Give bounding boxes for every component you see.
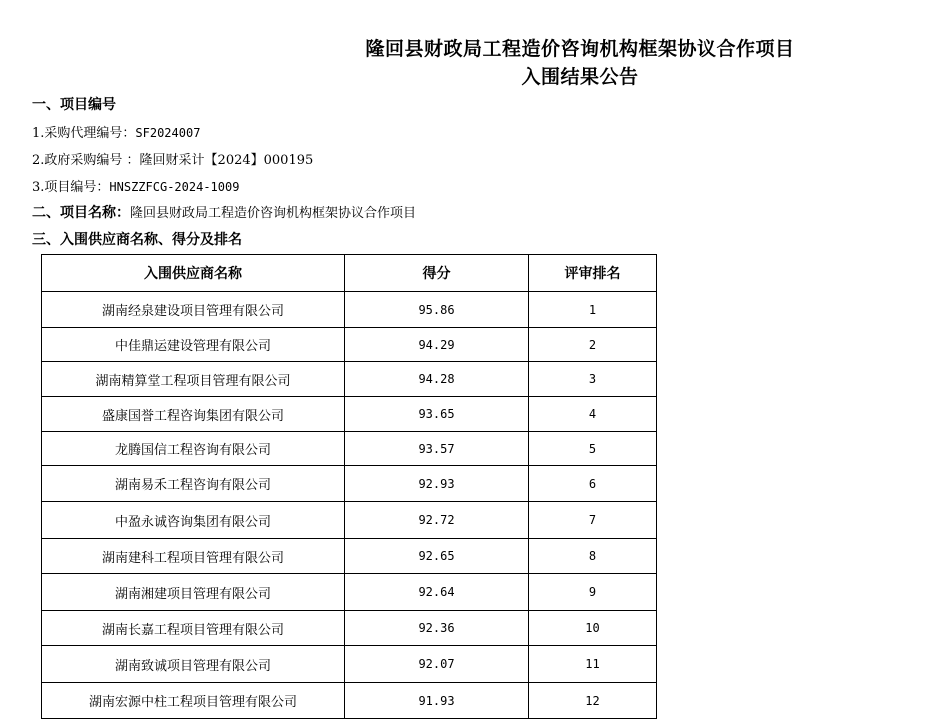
- header-score: 得分: [345, 255, 529, 292]
- project-number-line: [32, 176, 239, 195]
- table-row: [42, 432, 657, 466]
- score: 94.29: [345, 328, 529, 362]
- score: 93.65: [345, 397, 529, 432]
- supplier-name: 盛康国誉工程咨询集团有限公司: [42, 397, 345, 432]
- table-row: [42, 466, 657, 502]
- supplier-name: 湖南易禾工程咨询有限公司: [42, 466, 345, 502]
- score: 95.86: [345, 292, 529, 328]
- gov-procurement-code: 隆回财采计【2024】000195: [139, 153, 314, 168]
- table-row: [42, 611, 657, 646]
- table-row: [42, 328, 657, 362]
- header-supplier-name: 入围供应商名称: [42, 255, 345, 292]
- table-row: [42, 502, 657, 539]
- score: 94.28: [345, 362, 529, 397]
- table-row: [42, 539, 657, 574]
- rank: 8: [529, 539, 657, 574]
- results-table: [41, 254, 657, 719]
- score: 92.64: [345, 574, 529, 611]
- score: 92.93: [345, 466, 529, 502]
- header-rank: 评审排名: [529, 255, 657, 292]
- project-name-line: [32, 202, 416, 222]
- table-row: [42, 397, 657, 432]
- document-title-line2: 入围结果公告: [521, 66, 639, 88]
- rank: 12: [529, 683, 657, 719]
- project-name: 隆回县财政局工程造价咨询机构框架协议合作项目: [130, 206, 417, 221]
- rank: 9: [529, 574, 657, 611]
- supplier-name: 湖南长嘉工程项目管理有限公司: [42, 611, 345, 646]
- score: 92.36: [345, 611, 529, 646]
- table-row: [42, 683, 657, 719]
- supplier-name: 中盈永诚咨询集团有限公司: [42, 502, 345, 539]
- section1-heading: 一、项目编号: [32, 97, 116, 113]
- supplier-name: 中佳鼎运建设管理有限公司: [42, 328, 345, 362]
- gov-procurement-line: [32, 149, 313, 168]
- procurement-agent-line: [32, 122, 200, 141]
- score: 92.72: [345, 502, 529, 539]
- table-row: [42, 292, 657, 328]
- rank: 11: [529, 646, 657, 683]
- rank: 4: [529, 397, 657, 432]
- procurement-agent-label: 1.采购代理编号：: [32, 126, 136, 141]
- table-row: [42, 574, 657, 611]
- rank: 3: [529, 362, 657, 397]
- supplier-name: 湖南湘建项目管理有限公司: [42, 574, 345, 611]
- gov-procurement-label: 2.政府采购编号 ：: [32, 153, 140, 168]
- project-number-code: HNSZZFCG-2024-1009: [109, 180, 240, 194]
- section3-heading: 三、入围供应商名称、得分及排名: [32, 232, 242, 248]
- section2-heading: 二、项目名称：: [32, 205, 130, 221]
- supplier-name: 湖南经泉建设项目管理有限公司: [42, 292, 345, 328]
- score: 93.57: [345, 432, 529, 466]
- table-header-row: [42, 255, 657, 292]
- procurement-agent-code: SF2024007: [135, 126, 201, 140]
- score: 92.65: [345, 539, 529, 574]
- project-number-label: 3.项目编号：: [32, 180, 110, 195]
- supplier-name: 湖南建科工程项目管理有限公司: [42, 539, 345, 574]
- document-title-line1: 隆回县财政局工程造价咨询机构框架协议合作项目: [365, 38, 795, 60]
- table-row: [42, 362, 657, 397]
- supplier-name: 湖南致诚项目管理有限公司: [42, 646, 345, 683]
- rank: 10: [529, 611, 657, 646]
- score: 92.07: [345, 646, 529, 683]
- supplier-name: 湖南精算堂工程项目管理有限公司: [42, 362, 345, 397]
- rank: 5: [529, 432, 657, 466]
- rank: 2: [529, 328, 657, 362]
- table-row: [42, 646, 657, 683]
- rank: 1: [529, 292, 657, 328]
- supplier-name: 龙腾国信工程咨询有限公司: [42, 432, 345, 466]
- rank: 7: [529, 502, 657, 539]
- score: 91.93: [345, 683, 529, 719]
- supplier-name: 湖南宏源中柱工程项目管理有限公司: [42, 683, 345, 719]
- rank: 6: [529, 466, 657, 502]
